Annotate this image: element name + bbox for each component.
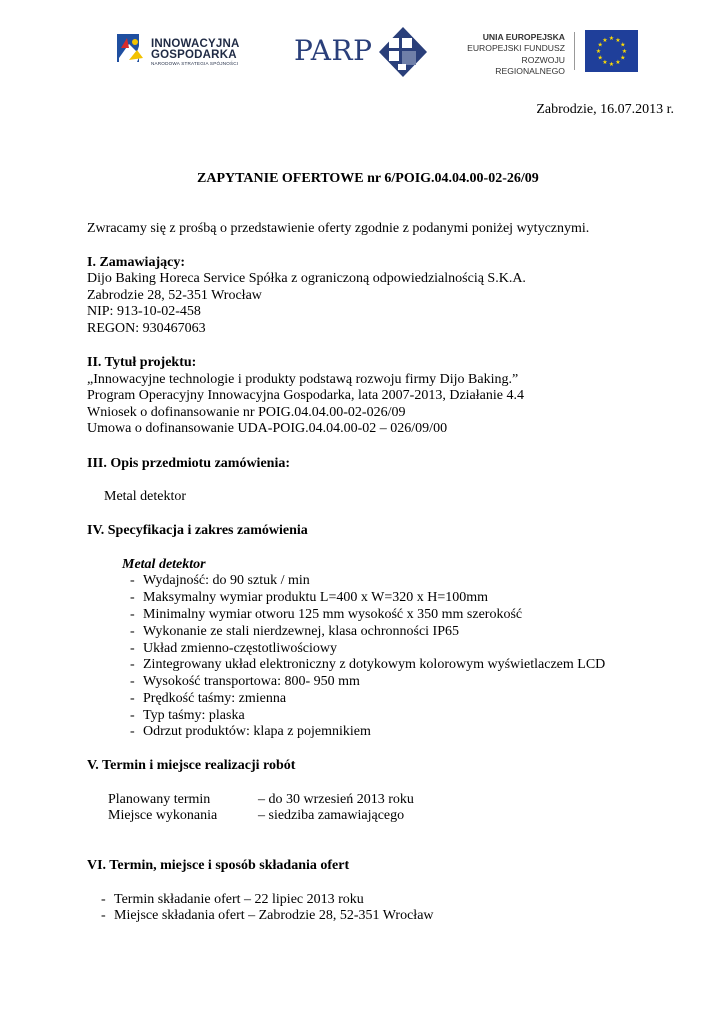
schedule-label: Planowany termin: [108, 792, 211, 807]
section-5-heading: V. Termin i miejsce realizacji robót: [87, 758, 296, 773]
spec-item-text: Odrzut produktów: klapa z pojemnikiem: [143, 724, 371, 739]
innowacyjna-logo-line1: INNOWACYJNA: [151, 38, 240, 50]
spec-item-text: Maksymalny wymiar produktu L=400 x W=320 x H=100mm: [143, 590, 489, 605]
bullet-dash: -: [130, 657, 135, 672]
eu-logo-line2: EUROPEJSKI FUNDUSZ: [467, 43, 565, 54]
intro-text: Zwracamy się z prośbą o przedstawienie oferty zgodnie z podanymi poniżej wytycznymi.: [87, 221, 590, 236]
innowacyjna-logo-tagline: NARODOWA STRATEGIA SPÓJNOŚCI: [151, 61, 239, 66]
spec-list-item: [130, 657, 606, 673]
eu-logo-line1: UNIA EUROPEJSKA: [482, 32, 565, 42]
spec-item-text: Wykonanie ze stali nierdzewnej, klasa ochronności IP65: [143, 624, 459, 639]
offer-item-text: Miejsce składania ofert – Zabrodzie 28, 52-351 Wrocław: [114, 908, 434, 923]
application-line: Wniosek o dofinansowanie nr POIG.04.04.00-02-026/09: [87, 405, 406, 420]
svg-text:★: ★: [620, 41, 626, 49]
spec-subheading: Metal detektor: [122, 557, 206, 572]
orderer-nip: NIP: 913-10-02-458: [87, 304, 201, 319]
svg-text:★: ★: [597, 54, 603, 62]
project-title: „Innowacyjne technologie i produkty podstawą rozwoju firmy Dijo Baking.”: [87, 372, 519, 387]
bullet-dash: -: [101, 908, 106, 923]
offer-list-item: [101, 892, 364, 908]
program-line: Program Operacyjny Innowacyjna Gospodarka, lata 2007-2013, Działanie 4.4: [87, 388, 524, 403]
order-subject: Metal detektor: [104, 489, 187, 504]
svg-text:★: ★: [595, 48, 602, 55]
spec-list-item: [130, 674, 360, 690]
section-4-heading: IV. Specyfikacja i zakres zamówienia: [87, 523, 308, 538]
svg-text:★: ★: [608, 61, 615, 68]
svg-text:★: ★: [608, 35, 615, 42]
parp-emblem-icon: [378, 26, 428, 78]
section-3-heading: III. Opis przedmiotu zamówienia:: [87, 456, 290, 471]
svg-text:★: ★: [621, 48, 628, 55]
bullet-dash: -: [130, 674, 135, 689]
parp-logo: [294, 26, 434, 78]
spec-item-text: Prędkość taśmy: zmienna: [143, 691, 287, 706]
eu-fund-logo: [453, 30, 638, 77]
svg-text:★: ★: [615, 36, 621, 44]
spec-item-text: Wydajność: do 90 sztuk / min: [143, 573, 310, 588]
svg-text:★: ★: [602, 59, 608, 67]
innowacyjna-gospodarka-logo: [115, 30, 260, 70]
innowacyjna-logo-line2: GOSPODARKA: [151, 49, 237, 61]
spec-list-item: [130, 691, 287, 707]
orderer-name: Dijo Baking Horeca Service Spółka z ograniczoną odpowiedzialnością S.K.A.: [87, 271, 526, 286]
offer-list-item: [101, 908, 434, 924]
parp-logo-text: PARP: [294, 34, 373, 67]
location-label: Miejsce wykonania: [108, 808, 218, 823]
spec-list-item: [130, 641, 338, 657]
innowacyjna-gospodarka-emblem-icon: [115, 32, 147, 66]
bullet-dash: -: [130, 573, 135, 588]
section-1-heading: I. Zamawiający:: [87, 255, 185, 270]
spec-list-item: [130, 607, 523, 623]
spec-item-text: Układ zmienno-częstotliwościowy: [143, 641, 338, 656]
bullet-dash: -: [130, 590, 135, 605]
spec-item-text: Zintegrowany układ elektroniczny z dotykowym kolorowym wyświetlaczem LCD: [143, 657, 606, 672]
orderer-address: Zabrodzie 28, 52-351 Wrocław: [87, 288, 262, 303]
bullet-dash: -: [130, 691, 135, 706]
svg-text:★: ★: [615, 59, 621, 67]
spec-item-text: Typ taśmy: plaska: [143, 708, 245, 723]
bullet-dash: -: [130, 624, 135, 639]
document-title: ZAPYTANIE OFERTOWE nr 6/POIG.04.04.00-02-26/09: [197, 171, 539, 186]
spec-item-text: Wysokość transportowa: 800- 950 mm: [143, 674, 360, 689]
eu-flag-icon: [585, 30, 638, 72]
spec-list-item: [130, 708, 245, 724]
eu-logo-line3: ROZWOJU REGIONALNEGO: [495, 54, 565, 77]
spec-list-item: [130, 724, 371, 740]
bullet-dash: -: [101, 892, 106, 907]
place-date: Zabrodzie, 16.07.2013 r.: [536, 102, 674, 117]
bullet-dash: -: [130, 708, 135, 723]
svg-text:★: ★: [620, 54, 626, 62]
bullet-dash: -: [130, 607, 135, 622]
bullet-dash: -: [130, 724, 135, 739]
svg-text:★: ★: [597, 41, 603, 49]
spec-list-item: [130, 624, 459, 640]
bullet-dash: -: [130, 641, 135, 656]
agreement-line: Umowa o dofinansowanie UDA-POIG.04.04.00-02 – 026/09/00: [87, 421, 448, 436]
svg-text:★: ★: [602, 36, 608, 44]
section-2-heading: II. Tytuł projektu:: [87, 355, 197, 370]
section-6-heading: VI. Termin, miejsce i sposób składania ofert: [87, 858, 350, 873]
offer-item-text: Termin składanie ofert – 22 lipiec 2013 roku: [114, 892, 364, 907]
location-value: – siedziba zamawiającego: [258, 808, 405, 823]
spec-list-item: [130, 590, 489, 606]
schedule-value: – do 30 wrzesień 2013 roku: [258, 792, 414, 807]
orderer-regon: REGON: 930467063: [87, 321, 206, 336]
spec-item-text: Minimalny wymiar otworu 125 mm wysokość x 350 mm szerokość: [143, 607, 523, 622]
spec-list-item: [130, 573, 310, 589]
